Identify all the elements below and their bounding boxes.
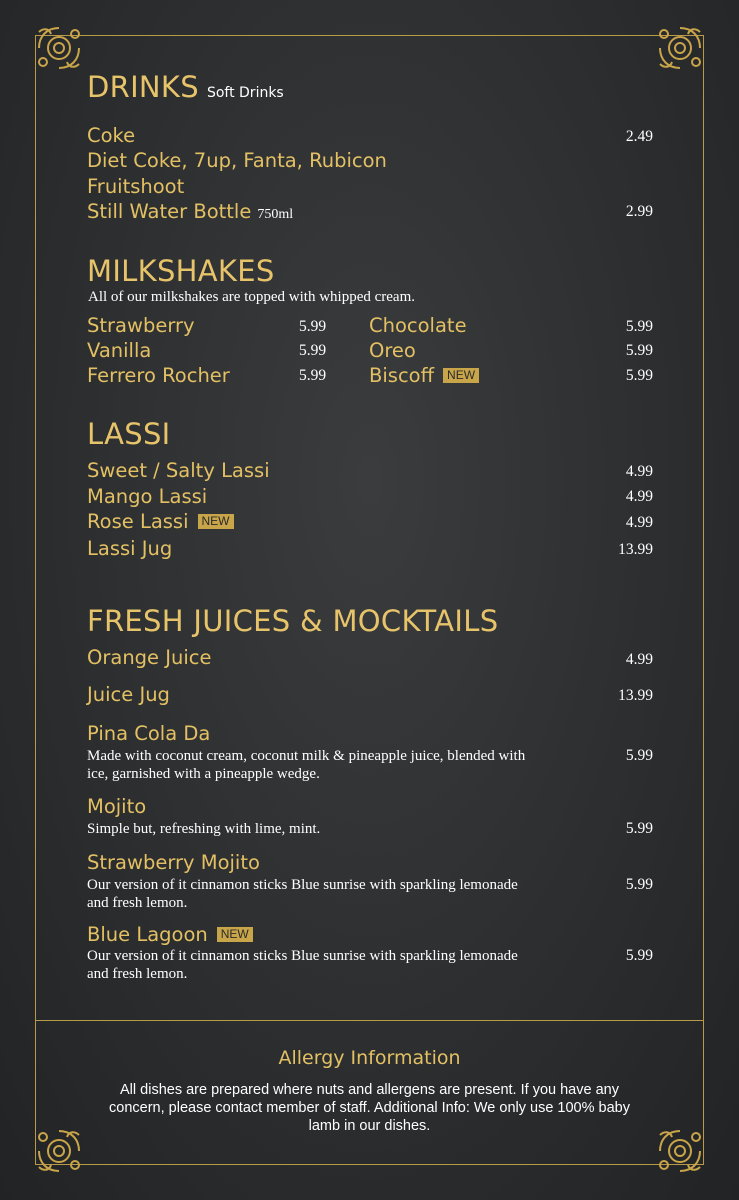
menu-item-name: Mojito (87, 795, 147, 818)
menu-item-size: 750ml (257, 207, 294, 222)
allergy-text: All dishes are prepared where nuts and allergens are present. If you have any concern, please contact member of staff. Additional Info: We only use 100% baby lamb in our dishes. (109, 1082, 630, 1134)
menu-item-name: Pina Cola Da (87, 722, 211, 745)
section-divider (35, 1020, 704, 1021)
new-badge: NEW (443, 368, 479, 383)
menu-item-price: 5.99 (625, 342, 653, 359)
new-badge: NEW (217, 927, 253, 942)
menu-item (87, 923, 253, 946)
menu-item-price: 5.99 (625, 947, 653, 964)
menu-item-price: 5.99 (625, 747, 653, 764)
menu-item-price: 5.99 (299, 342, 327, 359)
menu-item-name: Juice Jug (87, 683, 170, 706)
menu-item-name: Rose Lassi (87, 510, 189, 533)
menu-item-price: 5.99 (625, 876, 653, 893)
allergy-title: Allergy Information (278, 1047, 461, 1069)
menu-item-name: Strawberry Mojito (87, 851, 260, 874)
menu-item-price: 5.99 (299, 367, 327, 384)
menu-item-name: Diet Coke, 7up, Fanta, Rubicon (87, 149, 387, 172)
section-title: DRINKS (87, 70, 199, 104)
menu-item-name: Fruitshoot (87, 175, 185, 198)
section-title: LASSI (87, 417, 171, 451)
section-title: MILKSHAKES (87, 254, 275, 288)
menu-item-price: 13.99 (618, 541, 653, 558)
menu-item-name: Coke (87, 124, 136, 147)
menu-item-name: Lassi Jug (87, 537, 173, 560)
menu-item (369, 364, 479, 387)
menu-item-name: Sweet / Salty Lassi (87, 459, 270, 482)
menu-item-price: 2.99 (625, 203, 653, 220)
menu-item-description: Made with coconut cream, coconut milk & pineapple juice, blended with ice, garnished with a pineapple wedge. (87, 748, 526, 782)
menu-item-name: Vanilla (87, 339, 152, 362)
menu-item-name: Still Water Bottle (87, 200, 252, 223)
menu-item-price: 4.99 (625, 651, 653, 668)
menu-item-price: 4.99 (625, 514, 653, 531)
menu-item-name: Biscoff (369, 364, 435, 387)
menu-item-price: 4.99 (625, 488, 653, 505)
menu-item-name: Oreo (369, 339, 416, 362)
section-note: All of our milkshakes are topped with whipped cream. (88, 289, 415, 305)
corner-ornament-icon (33, 1125, 85, 1177)
drinks-heading (87, 70, 284, 104)
corner-ornament-icon (654, 22, 706, 74)
section-subtitle: Soft Drinks (206, 85, 284, 101)
menu-item (87, 200, 293, 223)
menu-item-price: 5.99 (625, 820, 653, 837)
menu-item-price: 4.99 (625, 463, 653, 480)
menu-item-name: Strawberry (87, 314, 195, 337)
menu-item-name: Blue Lagoon (87, 923, 208, 946)
section-title: FRESH JUICES & MOCKTAILS (87, 604, 499, 638)
menu-item-price: 5.99 (625, 318, 653, 335)
menu-item-price: 2.49 (625, 128, 653, 145)
menu-item-price: 5.99 (299, 318, 327, 335)
menu-item-description: Our version of it cinnamon sticks Blue sunrise with sparkling lemonade and fresh lemon. (87, 948, 518, 982)
corner-ornament-icon (654, 1125, 706, 1177)
menu-item (87, 510, 234, 533)
new-badge: NEW (198, 514, 234, 529)
menu-item-price: 13.99 (618, 687, 653, 704)
menu-item-name: Mango Lassi (87, 485, 208, 508)
corner-ornament-icon (33, 22, 85, 74)
menu-item-price: 5.99 (625, 367, 653, 384)
menu-item-description: Simple but, refreshing with lime, mint. (87, 821, 321, 837)
menu-item-description: Our version of it cinnamon sticks Blue sunrise with sparkling lemonade and fresh lemon. (87, 877, 518, 911)
menu-item-name: Orange Juice (87, 646, 212, 669)
menu-item-name: Chocolate (369, 314, 467, 337)
menu-item-name: Ferrero Rocher (87, 364, 230, 387)
